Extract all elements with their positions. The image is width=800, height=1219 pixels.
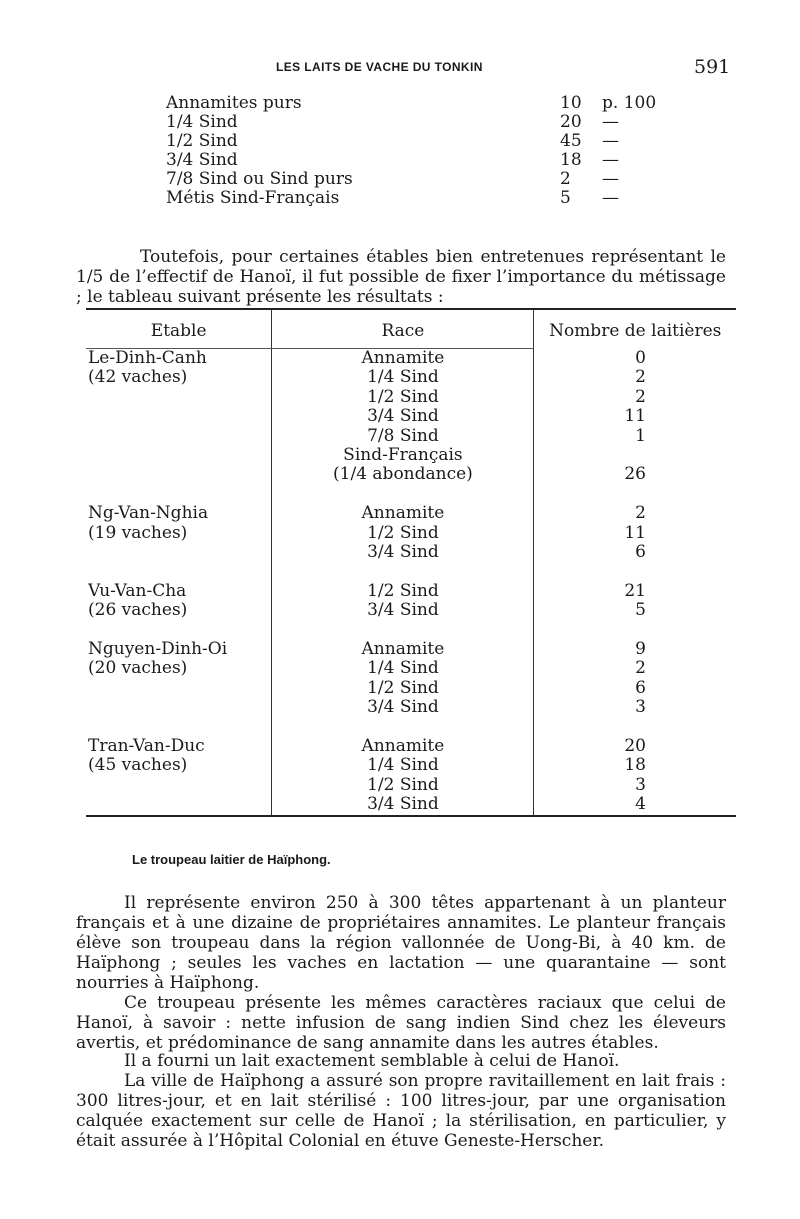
- table-row: [86, 368, 736, 387]
- distribution-value: 20: [560, 112, 582, 132]
- cell-nombre: 1: [534, 427, 736, 446]
- distribution-row: [160, 113, 660, 132]
- page-number: 591: [694, 56, 731, 78]
- distribution-label: 1/2 Sind: [166, 131, 238, 151]
- cell-etable: [86, 776, 272, 795]
- cell-race: 1/2 Sind: [272, 388, 534, 407]
- table-row: [86, 485, 736, 504]
- cell-race: [272, 718, 534, 737]
- cell-race: (1/4 abondance): [272, 465, 534, 484]
- table-row: [86, 698, 736, 717]
- table-row: [86, 446, 736, 465]
- cell-race: 1/2 Sind: [272, 679, 534, 698]
- table-body: [86, 349, 736, 816]
- column-header-etable: Etable: [86, 309, 272, 349]
- cell-etable: [86, 485, 272, 504]
- table-row: [86, 737, 736, 756]
- cell-nombre: 3: [534, 698, 736, 717]
- cell-race: 7/8 Sind: [272, 427, 534, 446]
- distribution-label: Métis Sind-Français: [166, 188, 340, 208]
- distribution-label: 1/4 Sind: [166, 112, 238, 132]
- distribution-label: 3/4 Sind: [166, 150, 238, 170]
- distribution-value: 18: [560, 150, 582, 170]
- cell-nombre: 18: [534, 756, 736, 775]
- cell-race: 3/4 Sind: [272, 795, 534, 815]
- cell-race: 1/2 Sind: [272, 776, 534, 795]
- cell-nombre: 20: [534, 737, 736, 756]
- table-header-row: [86, 309, 736, 349]
- table-row: [86, 504, 736, 523]
- cell-etable: [86, 543, 272, 562]
- intro-paragraph: Toutefois, pour certaines étables bien entretenues représentant le 1/5 de l’effectif de Hanoï, il fut possible de fixer l’importance du métissage ; le tableau suivant présente les résultats :: [76, 247, 726, 307]
- cell-nombre: [534, 446, 736, 465]
- cell-etable: (45 vaches): [88, 755, 188, 776]
- cell-etable: Tran-Van-Duc: [88, 736, 205, 757]
- cell-etable: (20 vaches): [88, 658, 188, 679]
- distribution-unit: —: [602, 169, 619, 189]
- table-row: [86, 679, 736, 698]
- column-header-nombre: Nombre de laitières: [534, 309, 736, 349]
- distribution-row: [160, 132, 660, 151]
- cell-etable: [86, 388, 272, 407]
- page-header: [0, 56, 800, 84]
- cell-nombre: [534, 621, 736, 640]
- cell-race: Sind-Français: [272, 446, 534, 465]
- table-row: [86, 582, 736, 601]
- cell-race: 3/4 Sind: [272, 543, 534, 562]
- cell-nombre: 2: [534, 388, 736, 407]
- table-row: [86, 601, 736, 620]
- cell-race: 3/4 Sind: [272, 601, 534, 620]
- cell-nombre: 11: [534, 524, 736, 543]
- table-row: [86, 640, 736, 659]
- cell-race: 1/4 Sind: [272, 368, 534, 387]
- table-row: [86, 718, 736, 737]
- table-row: [86, 776, 736, 795]
- distribution-row: [160, 94, 660, 113]
- cell-etable: [86, 465, 272, 484]
- cell-etable: Ng-Van-Nghia: [88, 503, 209, 524]
- cell-etable: [86, 562, 272, 581]
- column-header-race: Race: [272, 309, 534, 349]
- cell-race: [272, 485, 534, 504]
- distribution-row: [160, 170, 660, 189]
- cell-nombre: 4: [534, 795, 736, 815]
- cell-nombre: [534, 718, 736, 737]
- table-row: [86, 756, 736, 775]
- cell-etable: [86, 679, 272, 698]
- cell-race: 3/4 Sind: [272, 698, 534, 717]
- cell-etable: [86, 446, 272, 465]
- cell-etable: (26 vaches): [88, 600, 188, 621]
- cell-nombre: 21: [534, 582, 736, 601]
- table-row: [86, 349, 736, 369]
- cell-race: 1/2 Sind: [272, 582, 534, 601]
- table-row: [86, 543, 736, 562]
- table-row: [86, 427, 736, 446]
- cell-nombre: 3: [534, 776, 736, 795]
- cell-etable: Le-Dinh-Canh: [88, 348, 207, 368]
- distribution-value: 10: [560, 93, 582, 113]
- distribution-label: 7/8 Sind ou Sind purs: [166, 169, 353, 189]
- cell-race: Annamite: [272, 640, 534, 659]
- body-paragraph: Il a fourni un lait exactement semblable à celui de Hanoï.: [124, 1051, 620, 1071]
- table-row: [86, 465, 736, 484]
- table-row: [86, 524, 736, 543]
- distribution-row: [160, 151, 660, 170]
- table-row: [86, 659, 736, 678]
- cell-nombre: [534, 562, 736, 581]
- cell-nombre: [534, 485, 736, 504]
- running-title: LES LAITS DE VACHE DU TONKIN: [276, 60, 483, 74]
- cell-etable: [86, 427, 272, 446]
- section-heading: Le troupeau laitier de Haïphong.: [132, 852, 331, 867]
- herd-table: [86, 308, 736, 817]
- cell-etable: Vu-Van-Cha: [88, 580, 187, 601]
- cell-race: Annamite: [272, 349, 534, 369]
- table-row: [86, 621, 736, 640]
- distribution-label: Annamites purs: [166, 93, 302, 113]
- cell-etable: (42 vaches): [88, 367, 188, 388]
- table-row: [86, 388, 736, 407]
- cell-nombre: 26: [534, 465, 736, 484]
- body-paragraph: La ville de Haïphong a assuré son propre ravitaillement en lait frais : 300 litres-jour, et en lait stérilisé : 100 litres-jour, par une organisation calquée exactement sur celle de Hanoï ; la stérilisation, en particulier, y était assurée à l’Hôpital Colonial en étuve Geneste-Herscher.: [76, 1071, 726, 1151]
- cell-nombre: 2: [534, 368, 736, 387]
- cell-nombre: 6: [534, 543, 736, 562]
- table-row: [86, 795, 736, 815]
- cell-etable: [86, 698, 272, 717]
- cell-race: 3/4 Sind: [272, 407, 534, 426]
- distribution-value: 5: [560, 188, 571, 208]
- cell-race: [272, 621, 534, 640]
- cell-race: 1/2 Sind: [272, 524, 534, 543]
- cell-race: Annamite: [272, 504, 534, 523]
- distribution-unit: —: [602, 188, 619, 208]
- cell-etable: Nguyen-Dinh-Oi: [88, 639, 228, 660]
- body-paragraph: Il représente environ 250 à 300 têtes appartenant à un planteur français et à une dizaine de propriétaires annamites. Le planteur français élève son troupeau dans la région vallonnée de Uong-Bi, à 40 km. de Haïphong ; seules les vaches en lactation — une quarantaine — sont nourries à Haïphong.: [76, 893, 726, 993]
- distribution-unit: p. 100: [602, 93, 657, 113]
- cell-nombre: 2: [534, 504, 736, 523]
- distribution-unit: —: [602, 112, 619, 132]
- distribution-value: 2: [560, 169, 571, 189]
- cell-nombre: 2: [534, 659, 736, 678]
- distribution-list: [160, 94, 660, 208]
- distribution-row: [160, 189, 660, 208]
- cell-etable: (19 vaches): [88, 522, 188, 543]
- cell-nombre: 9: [534, 640, 736, 659]
- body-paragraph: Ce troupeau présente les mêmes caractères raciaux que celui de Hanoï, à savoir : nette infusion de sang indien Sind chez les éleveurs avertis, et prédominance de sang annamite dans les autres étables.: [76, 993, 726, 1053]
- cell-race: 1/4 Sind: [272, 659, 534, 678]
- cell-nombre: 5: [534, 601, 736, 620]
- cell-race: [272, 562, 534, 581]
- cell-nombre: 6: [534, 679, 736, 698]
- cell-race: 1/4 Sind: [272, 756, 534, 775]
- cell-nombre: 11: [534, 407, 736, 426]
- cell-etable: [86, 407, 272, 426]
- cell-etable: [86, 718, 272, 737]
- cell-etable: [86, 795, 272, 815]
- distribution-value: 45: [560, 131, 582, 151]
- cell-nombre: 0: [534, 349, 736, 369]
- table-row: [86, 407, 736, 426]
- cell-etable: [86, 621, 272, 640]
- table-row: [86, 562, 736, 581]
- cell-race: Annamite: [272, 737, 534, 756]
- distribution-unit: —: [602, 150, 619, 170]
- distribution-unit: —: [602, 131, 619, 151]
